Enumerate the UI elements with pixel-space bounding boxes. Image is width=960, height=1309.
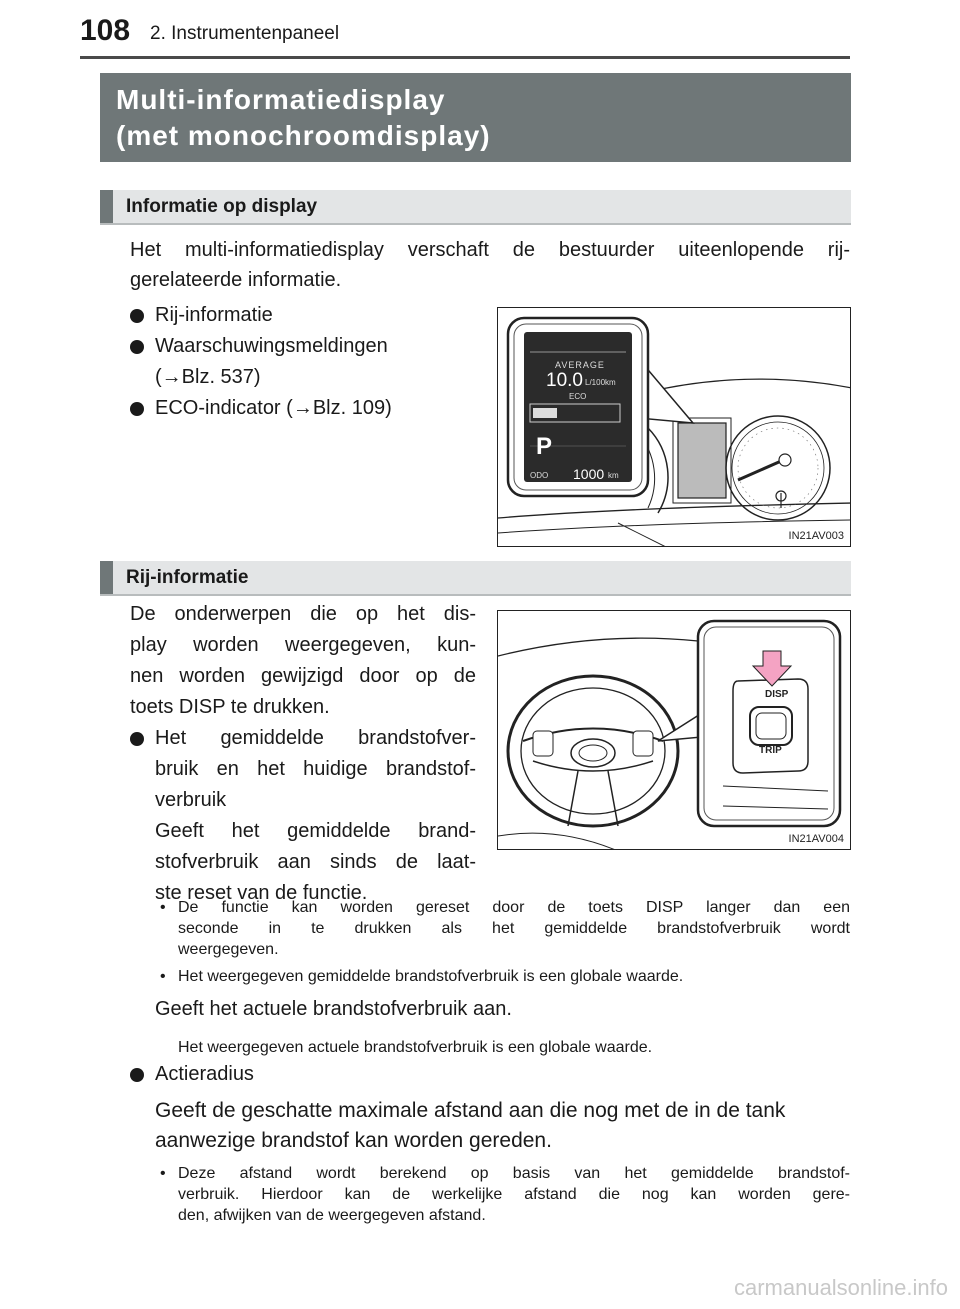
- chapter-title: 2. Instrumentenpaneel: [150, 23, 340, 44]
- disp-button-label: DISP: [765, 689, 789, 700]
- list-item-title: Actieradius: [155, 1063, 254, 1085]
- section-heading-drive-info: [100, 561, 851, 594]
- page-title-line1: Multi-informatiedisplay: [116, 84, 446, 115]
- list-item-fuel-consumption: [130, 723, 476, 909]
- list-item-text: Rij-informatie: [155, 304, 273, 326]
- figure-code: IN21AV004: [788, 833, 844, 845]
- display-eco-label: ECO: [569, 392, 587, 401]
- figure-code: IN21AV003: [788, 530, 844, 542]
- range-desc-line: Geeft de geschatte maximale afstand aan die nog met de in de tank: [155, 1099, 786, 1122]
- intro-line: nen worden gewijzigd door op de: [130, 665, 476, 687]
- note-line: verbruik. Hierdoor kan de werkelijke afstand die nog kan worden gere-: [178, 1186, 850, 1203]
- trip-button-label: TRIP: [759, 745, 782, 756]
- intro-line-2: gerelateerde informatie.: [130, 269, 342, 291]
- note-line: den, afwijken van de weergegeven afstand.: [178, 1207, 486, 1224]
- instrument-cluster-illustration: [498, 308, 851, 547]
- section-underline: [100, 223, 851, 225]
- section-heading-label: Informatie op display: [126, 196, 318, 217]
- display-average-label: AVERAGE: [555, 360, 605, 370]
- section-heading-display-info: [100, 190, 851, 223]
- page-number: 108: [80, 14, 131, 47]
- page-title: [100, 73, 851, 162]
- intro-line: De onderwerpen die op het dis-: [130, 603, 476, 625]
- note-bullet: •: [160, 1165, 166, 1182]
- section-heading-label: Rij-informatie: [126, 567, 249, 588]
- current-consumption-text: Geeft het actuele brandstofverbruik aan.: [155, 998, 512, 1020]
- section-accent: [100, 190, 113, 223]
- intro-line: play worden weergegeven, kun-: [130, 634, 476, 656]
- display-odo-value: 1000: [573, 466, 605, 482]
- note-line: seconde in te drukken als het gemiddelde brandstofverbruik wordt: [178, 920, 850, 937]
- display-gear: P: [536, 433, 553, 460]
- note-item: [160, 1163, 850, 1226]
- display-average-unit: L/100km: [585, 378, 616, 387]
- figure-instrument-cluster: [497, 307, 851, 547]
- note-item: [160, 897, 850, 960]
- list-item-title: Het gemiddelde brandstofver-: [155, 727, 476, 749]
- display-average-value: 10.0: [546, 370, 583, 391]
- section-underline: [100, 594, 851, 596]
- watermark: carmanualsonline.info: [733, 1275, 948, 1300]
- list-item-desc: Geeft het gemiddelde brand-: [155, 820, 476, 842]
- bullet-dot: [130, 1068, 144, 1082]
- list-item-desc: ste reset van de functie.: [155, 882, 368, 904]
- figure-steering-wheel: [497, 610, 851, 850]
- bullet-dot: [130, 340, 144, 354]
- note-bullet: •: [160, 968, 166, 985]
- list-item-text: ECO-indicator (→Blz. 109): [155, 397, 392, 419]
- page-title-line2: (met monochroomdisplay): [116, 120, 491, 151]
- display-odo-unit: km: [608, 471, 619, 480]
- header-rule: [80, 56, 850, 59]
- list-item: [130, 300, 470, 331]
- note-line: Deze afstand wordt berekend op basis van het gemiddelde brandstof-: [178, 1165, 850, 1182]
- display-odo-label: ODO: [530, 471, 549, 480]
- list-item-desc: stofverbruik aan sinds de laat-: [155, 851, 476, 873]
- list-item-text: Waarschuwingsmeldingen: [155, 335, 388, 357]
- section-accent: [100, 561, 113, 594]
- steering-wheel-illustration: [498, 611, 851, 850]
- list-item-range: [130, 1059, 530, 1090]
- list-item-ref: (→Blz. 537): [155, 366, 261, 388]
- bullet-dot: [130, 309, 144, 323]
- note-item: [160, 966, 850, 987]
- intro-line: toets DISP te drukken.: [130, 696, 330, 718]
- list-item-title: verbruik: [155, 789, 227, 811]
- note-bullet: •: [160, 899, 166, 916]
- current-consumption-note: Het weergegeven actuele brandstofverbruik is een globale waarde.: [178, 1039, 653, 1056]
- list-item: [130, 331, 470, 393]
- bullet-dot: [130, 402, 144, 416]
- list-item-title: bruik en het huidige brandstof-: [155, 758, 476, 780]
- list-item: [130, 393, 470, 424]
- note-line: De functie kan worden gereset door de toets DISP langer dan een: [178, 899, 850, 916]
- section2-intro: [130, 599, 476, 723]
- note-line: Het weergegeven gemiddelde brandstofverbruik is een globale waarde.: [178, 968, 684, 985]
- note-line: weergegeven.: [178, 941, 279, 958]
- intro-line-1: Het multi-informatiedisplay verschaft de bestuurder uiteenlopende rij-: [130, 239, 850, 261]
- range-desc-line: aanwezige brandstof kan worden gereden.: [155, 1129, 552, 1152]
